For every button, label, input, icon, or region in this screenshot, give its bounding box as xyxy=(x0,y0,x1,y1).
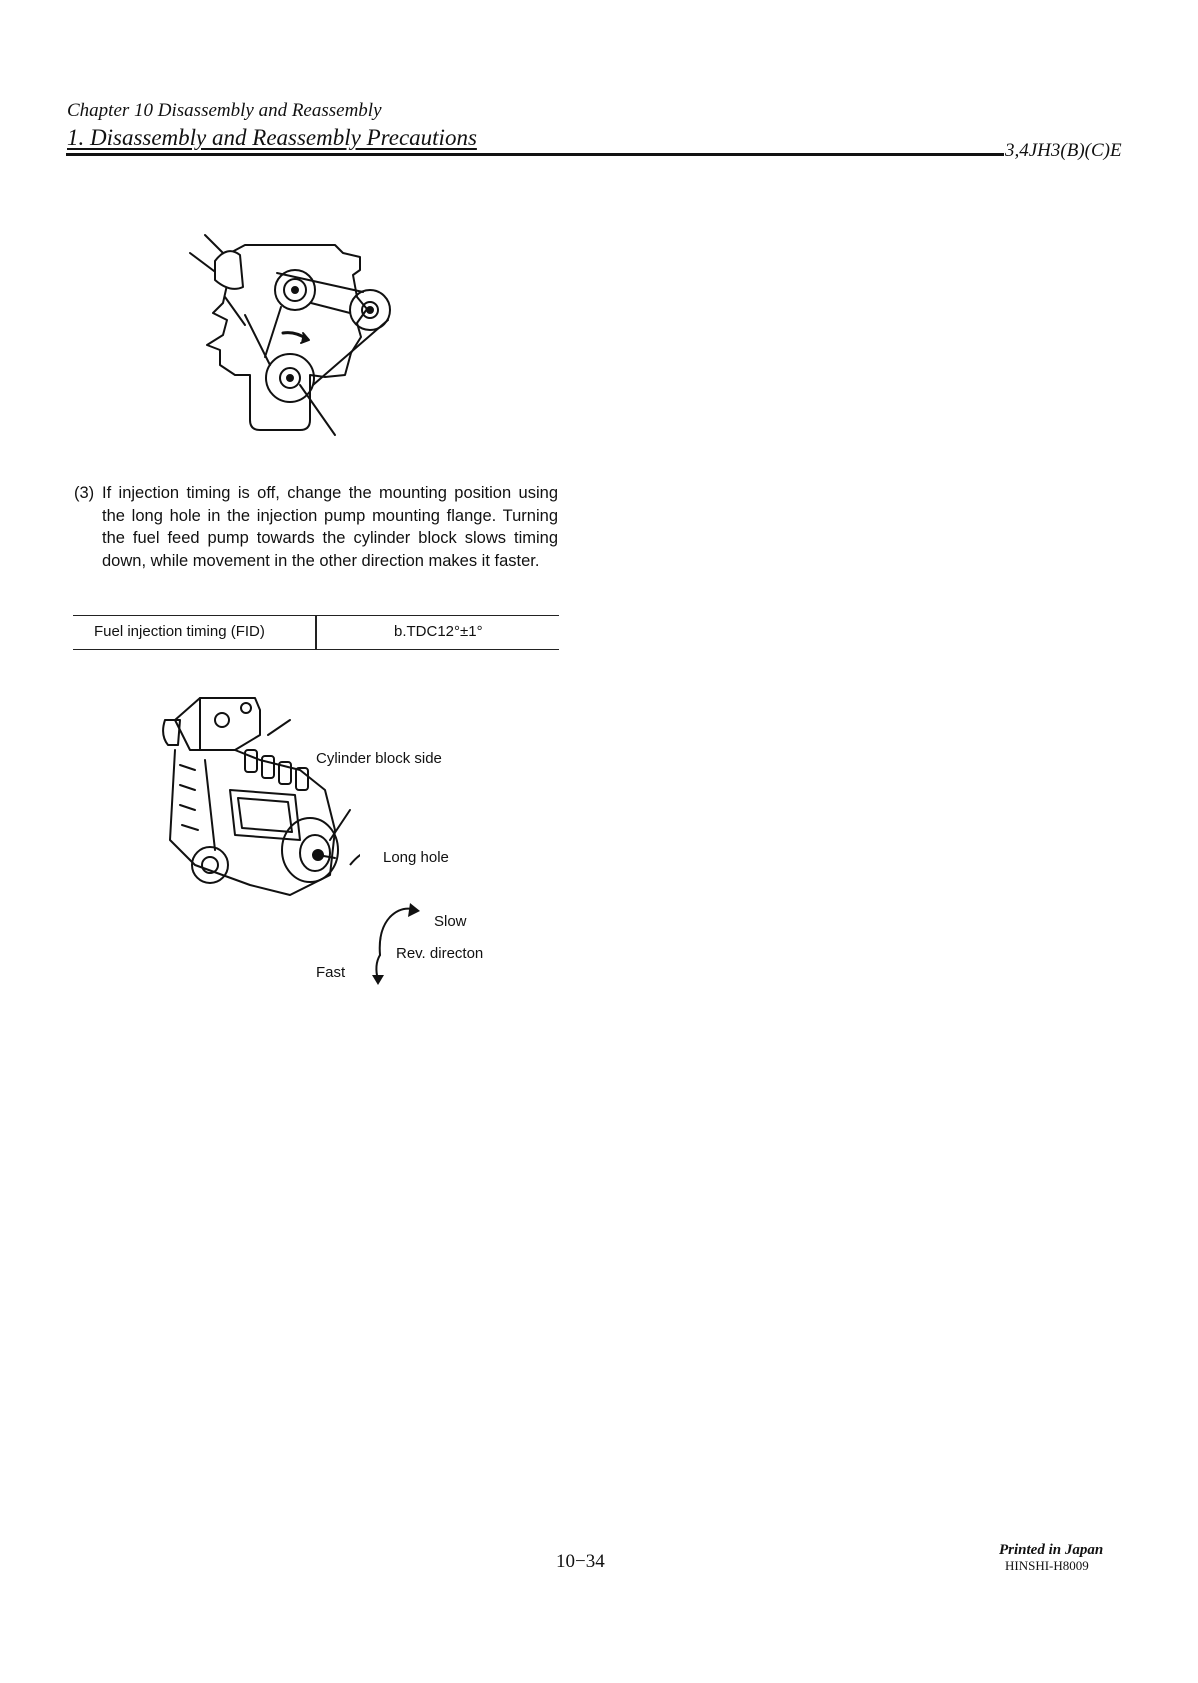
page-number: 10−34 xyxy=(556,1551,605,1572)
section-title-text: 1. Disassembly and Reassembly Precautions xyxy=(67,125,477,150)
table-bottom-rule xyxy=(73,649,559,650)
step-text: If injection timing is off, change the mounting position using the long hole in the injection pump mounting flange. Turning the fuel feed pump towards the cylinder block slows timing down, while movement in the other direction makes it faster. xyxy=(102,484,558,570)
instruction-step xyxy=(74,482,558,572)
label-slow: Slow xyxy=(434,913,467,930)
printed-in-japan: Printed in Japan xyxy=(999,1542,1104,1558)
rotation-arrows xyxy=(360,895,440,985)
engine-pulley-figure xyxy=(185,225,415,450)
label-fast: Fast xyxy=(316,964,346,981)
slow-arrowhead xyxy=(408,903,420,917)
spec-label: Fuel injection timing (FID) xyxy=(94,623,265,640)
label-long-hole: Long hole xyxy=(383,849,449,866)
step-number: (3) xyxy=(74,484,95,502)
label-rev-direction: Rev. directon xyxy=(396,945,484,962)
label-cylinder-block-side: Cylinder block side xyxy=(316,750,442,767)
model-label: 3,4JH3(B)(C)E xyxy=(1005,140,1122,161)
spec-value: b.TDC12°±1° xyxy=(394,623,483,640)
table-divider xyxy=(315,615,317,650)
injection-pump-figure xyxy=(160,690,360,920)
fast-arrowhead xyxy=(372,975,384,985)
document-code: HINSHI-H8009 xyxy=(1005,1558,1089,1573)
chapter-title: Chapter 10 Disassembly and Reassembly xyxy=(67,100,382,121)
header-rule xyxy=(66,153,1004,156)
section-title xyxy=(67,125,477,151)
